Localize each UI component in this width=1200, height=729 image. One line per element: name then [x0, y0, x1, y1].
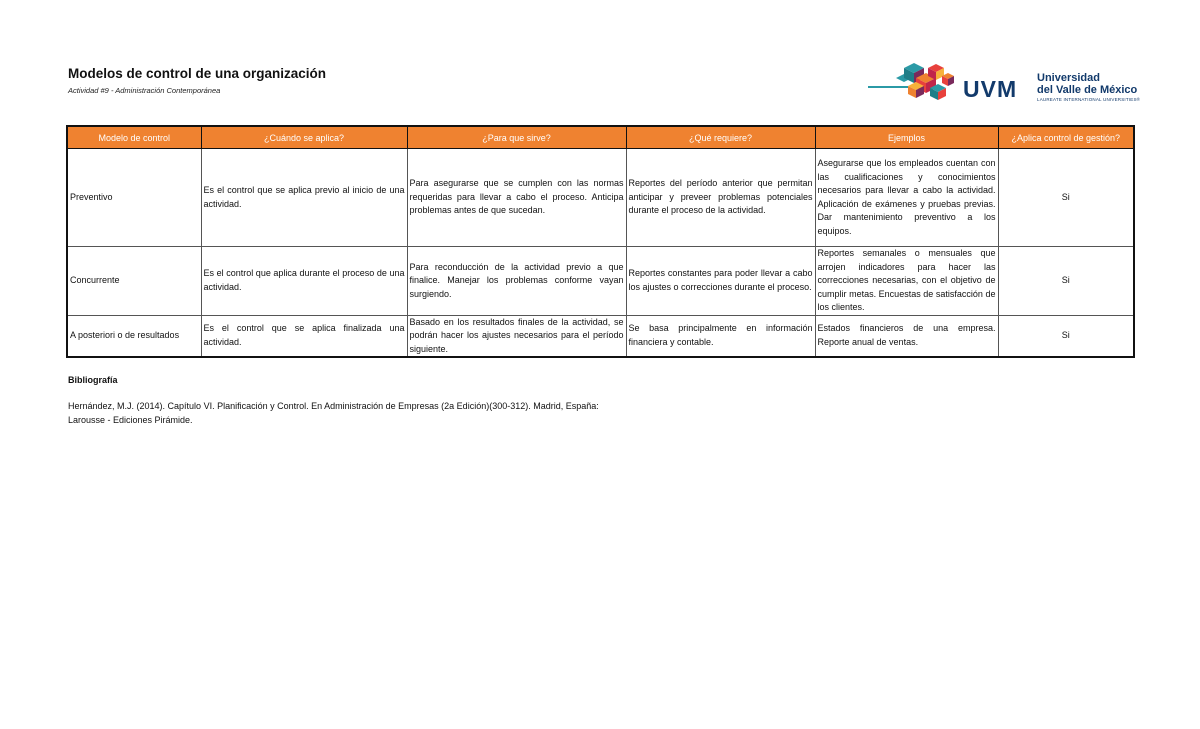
control-models-table — [66, 125, 1135, 358]
table-header-row — [67, 126, 1134, 149]
cell-aplica: Si — [998, 247, 1134, 316]
header-requiere: ¿Qué requiere? — [626, 126, 815, 149]
uvm-wordmark: UVM — [963, 76, 1018, 102]
cell-para: Para reconducción de la actividad previo a que finalice. Manejar los problemas conforme vayan surgiendo. — [407, 247, 626, 316]
university-name-line2: del Valle de México — [1037, 84, 1138, 96]
table-row — [67, 149, 1134, 247]
cell-para: Para asegurarse que se cumplen con las normas requeridas para llevar a cabo el proceso. Anticipa problemas antes de que sucedan. — [407, 149, 626, 247]
cell-modelo: A posteriori o de resultados — [67, 315, 201, 357]
cell-cuando: Es el control que se aplica previo al inicio de una actividad. — [201, 149, 407, 247]
cubes-logo-icon — [868, 60, 968, 110]
cell-requiere: Reportes constantes para poder llevar a cabo los ajustes o correcciones durante el proceso. — [626, 247, 815, 316]
header-para: ¿Para que sirve? — [407, 126, 626, 149]
university-name — [1037, 72, 1140, 104]
table-row — [67, 247, 1134, 316]
bibliography-entry: Hernández, M.J. (2014). Capítulo VI. Planificación y Control. En Administración de Empresas (2a Edición)(300-312). Madrid, España: Larousse - Ediciones Pirámide. — [68, 401, 599, 425]
cell-aplica: Si — [998, 315, 1134, 357]
cell-modelo: Concurrente — [67, 247, 201, 316]
bibliography-title: Bibliografía — [68, 375, 118, 385]
header-cuando: ¿Cuándo se aplica? — [201, 126, 407, 149]
cell-requiere: Reportes del período anterior que permitan anticipar y preveer problemas potenciales durante el proceso de la actividad. — [626, 149, 815, 247]
header-aplica: ¿Aplica control de gestión? — [998, 126, 1134, 149]
university-tagline: LAUREATE INTERNATIONAL UNIVERSITIES® — [1037, 97, 1141, 102]
cell-aplica: Si — [998, 149, 1134, 247]
header-modelo: Modelo de control — [67, 126, 201, 149]
header-ejemplos: Ejemplos — [815, 126, 998, 149]
cell-ejemplos: Asegurarse que los empleados cuentan con las cualificaciones y conocimientos necesarios para llevar a cabo la actividad. Aplicación de exámenes y pruebas previas. Dar mantenimiento preventivo a los equipos. — [815, 149, 998, 247]
cell-para: Basado en los resultados finales de la actividad, se podrán hacer los ajustes necesarios para el período siguiente. — [407, 315, 626, 357]
university-name-line1: Universidad — [1037, 72, 1100, 84]
table-row — [67, 315, 1134, 357]
cell-cuando: Es el control que se aplica finalizada una actividad. — [201, 315, 407, 357]
page-subtitle: Actividad #9 - Administración Contemporánea — [68, 86, 221, 95]
cell-modelo: Preventivo — [67, 149, 201, 247]
cell-ejemplos: Estados financieros de una empresa. Reporte anual de ventas. — [815, 315, 998, 357]
cell-ejemplos: Reportes semanales o mensuales que arrojen indicadores para hacer las correcciones necesarias, con el objetivo de cumplir metas. Encuestas de satisfacción de los clientes. — [815, 247, 998, 316]
cell-cuando: Es el control que aplica durante el proceso de una actividad. — [201, 247, 407, 316]
cell-requiere: Se basa principalmente en información financiera y contable. — [626, 315, 815, 357]
page-title: Modelos de control de una organización — [68, 66, 327, 81]
